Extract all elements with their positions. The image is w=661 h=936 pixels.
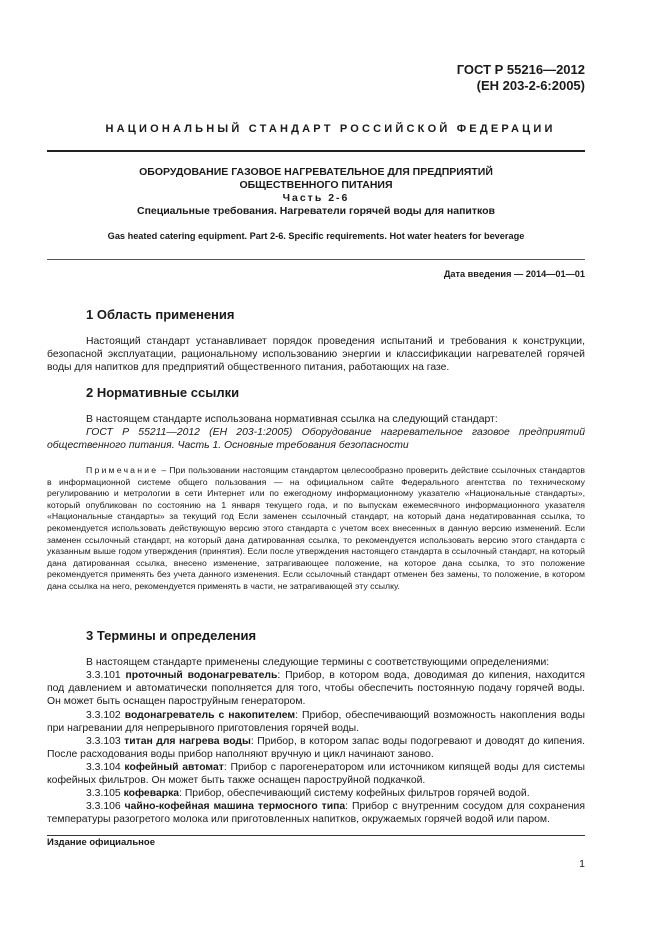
section-3-heading: 3 Термины и определения: [86, 628, 257, 643]
title-subtitle: Специальные требования. Нагреватели горячей воды для напитков: [137, 205, 495, 217]
footer-divider: [47, 835, 585, 836]
section-3-intro: В настоящем стандарте применены следующие термины с соответствующими определениями:: [86, 657, 550, 668]
term-entry: [47, 735, 585, 761]
term-number: 3.3.102: [86, 710, 125, 721]
term-name: проточный водонагреватель: [125, 670, 278, 681]
term-entry: [47, 761, 585, 787]
term-number: 3.3.106: [86, 801, 125, 812]
term-definition: : Прибор с внутренним сосудом для сохранения температуры разогретого молока или приготовленных напитков, окружаемых горячей водой или паром.: [47, 801, 585, 826]
term-definition: : Прибор с парогенератором или источником кипящей воды для системы кофейных фильтров. Он может быть также оснащен пароструйной подкачкой.: [47, 762, 585, 787]
term-number: 3.3.103: [86, 736, 125, 747]
term-name: титан для нагрева воды: [124, 736, 251, 747]
title-line-1: ОБОРУДОВАНИЕ ГАЗОВОЕ НАГРЕВАТЕЛЬНОЕ ДЛЯ ПРЕДПРИЯТИЙ: [139, 166, 493, 178]
term-definition: : Прибор, обеспечивающий систему кофейных фильтров горячей водой.: [179, 788, 530, 799]
term-name: водонагреватель с накопителем: [124, 710, 296, 721]
term-entry: [47, 800, 585, 826]
title-english: Gas heated catering equipment. Part 2-6. Specific requirements. Hot water heaters for beverage: [107, 231, 525, 241]
note-text: – При пользовании настоящим стандартом целесообразно проверить действие ссылочных стандартов в информационной системе общего пользования — на официальном сайте Федерального агентства по техническому регулированию и метрологии в сети Интернет или по ежегодному информационному указателю «Национальные стандарты», который опубликован по состоянию на 1 января текущего года, и по выпускам ежемесячного информационного указателя «Национальные стандарты» за текущий год Если заменен ссылочный стандарт, на который дана недатированная ссылка, то рекомендуется использовать действующую версию этого стандарта с учетом всех внесенных в данную версию изменений. Если заменен ссылочный стандарт, на который дана датированная ссылка, то рекомендуется использовать версию этого стандарта с указанным выше годом утверждения (принятия). Если после утверждения настоящего стандарта в ссылочный стандарт, на который дана датированная ссылка, внесено изменение, затрагивающее положение, на которое дана ссылка, то это положение рекомендуется применять без учета данного изменения. Если ссылочный стандарт отменен без замены, то положение, в котором дана ссылка на него, рекомендуется применять в части, не затрагивающей эту ссылку.: [47, 465, 585, 591]
term-entry: [47, 709, 585, 735]
note-label: Примечание: [86, 465, 159, 475]
page-number: 1: [579, 858, 585, 870]
section-2-reference: ГОСТ Р 55211—2012 (ЕН 203-1:2005) Оборудование нагревательное газовое предприятий общественного питания. Часть 1. Основные требования безопасности: [47, 427, 585, 452]
term-name: кофеварка: [123, 788, 180, 799]
standard-en-number: (ЕН 203-2-6:2005): [476, 78, 585, 93]
note-paragraph: [47, 465, 585, 593]
term-entry: [47, 787, 585, 800]
term-definition: : Прибор, в котором запас воды подогревают и доводят до кипения. После расходования воды прибор наполняют вручную и цикл начинают заново.: [47, 736, 585, 761]
official-edition-label: Издание официальное: [47, 837, 155, 848]
term-number: 3.3.105: [86, 788, 124, 799]
document-title: [47, 166, 585, 218]
section-1-heading: 1 Область применения: [86, 307, 235, 322]
term-name: кофейный автомат: [124, 762, 224, 773]
term-name: чайно-кофейная машина термосного типа: [124, 801, 346, 812]
national-standard-title: НАЦИОНАЛЬНЫЙ СТАНДАРТ РОССИЙСКОЙ ФЕДЕРАЦИИ: [105, 123, 556, 135]
standard-number-block: [457, 62, 585, 94]
term-definition: : Прибор, обеспечивающий возможность накопления воды при нагревании для непрерывного приготовления горячей воды.: [47, 710, 585, 735]
introduction-date: Дата введения — 2014—01—01: [443, 269, 585, 279]
section-1-text: Настоящий стандарт устанавливает порядок проведения испытаний и требования к конструкции, безопасной эксплуатации, рациональному использованию энергии и классификации нагревателей горячей воды для напитков для предприятий общественного питания, работающих на газе.: [47, 336, 585, 374]
title-divider: [47, 259, 585, 260]
section-2-text: В настоящем стандарте использована нормативная ссылка на следующий стандарт:: [86, 414, 498, 425]
term-number: 3.3.104: [86, 762, 125, 773]
term-number: 3.3.101: [86, 670, 126, 681]
term-entry: [47, 669, 585, 709]
header-divider: [47, 150, 585, 152]
standard-number: ГОСТ Р 55216—2012: [456, 62, 585, 77]
term-definition: : Прибор, в котором вода, доводимая до кипения, находится под давлением и автоматически пополняется для того, чтобы обеспечить постоянную подачу горячей воды. Он может быть оснащен пароструйным генератором.: [47, 670, 585, 708]
section-2-heading: 2 Нормативные ссылки: [86, 385, 240, 400]
title-line-2: ОБЩЕСТВЕННОГО ПИТАНИЯ: [239, 179, 393, 191]
title-part: Часть 2-6: [282, 192, 350, 204]
